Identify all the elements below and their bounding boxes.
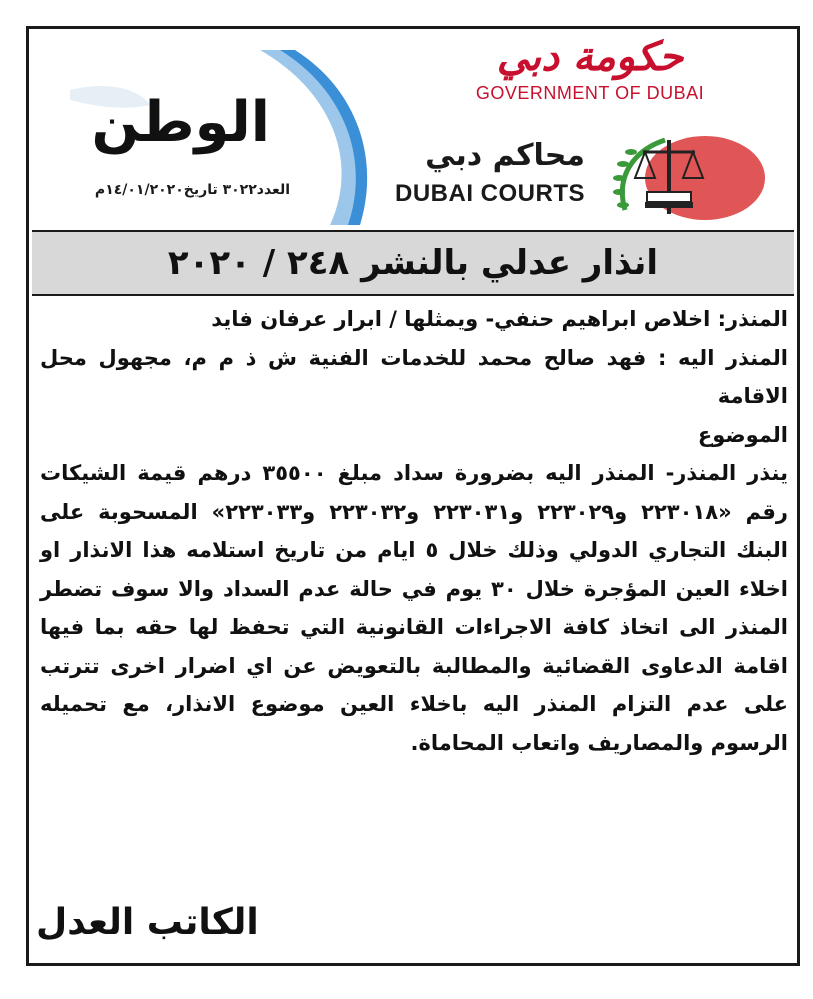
warned-party-line: المنذر اليه : فهد صالح محمد للخدمات الفنية ش ذ م م، مجهول محل الاقامة <box>40 345 788 408</box>
notice-title-bar <box>32 230 794 296</box>
warner-line: المنذر: اخلاص ابراهيم حنفي- ويمثلها / ابرار عرفان فايد <box>211 307 788 331</box>
issue-date: العدد٣٠٢٢ تاريخ١٤/٠١/٢٠٢٠م <box>94 182 290 198</box>
notice-body <box>40 300 788 762</box>
government-name-en: GOVERNMENT OF DUBAI <box>475 83 705 103</box>
subject-heading: الموضوع <box>697 422 788 447</box>
scales-of-justice-icon <box>595 130 770 222</box>
newspaper-name: الوطن <box>91 90 270 155</box>
notice-content: ينذر المنذر- المنذر اليه بضرورة سداد مبلغ ٣٥٥٠٠ درهم قيمة الشيكات رقم «٢٢٣٠١٨ و٢٢٣٠٢٩ و٢٢٣٠٣١ و٢٢٣٠٣٢ و٢٢٣٠٣٣» المسحوبة على البنك التجاري الدولي وذلك خلال ٥ ايام من تاريخ استلامه هذا الانذار او اخلاء العين المؤجرة خلال ٣٠ يوم في حالة عدم السداد والا سوف تضطر المنذر الى اتخاذ كافة الاجراءات القانونية التي تحفظ لها حقه بما فيها اقامة الدعاوى القضائية والمطالبة بالتعويض عن اي اضرار اخرى تترتب على عدم التزام المنذر اليه باخلاء العين موضوع الانذار، مع تحميله الرسوم والمصاريف واتعاب المحاماة. <box>40 461 788 755</box>
newspaper-masthead <box>30 50 340 220</box>
government-logo <box>440 35 740 104</box>
notice-title: انذار عدلي بالنشر ٢٤٨ / ٢٠٢٠ <box>167 243 659 283</box>
government-name-ar: حكومة دبي <box>496 33 684 80</box>
notary-signature: الكاتب العدل <box>36 902 259 943</box>
courts-name-ar: محاكم دبي <box>425 138 585 173</box>
dubai-courts-logo <box>380 130 780 220</box>
courts-name-en: DUBAI COURTS <box>395 180 585 207</box>
